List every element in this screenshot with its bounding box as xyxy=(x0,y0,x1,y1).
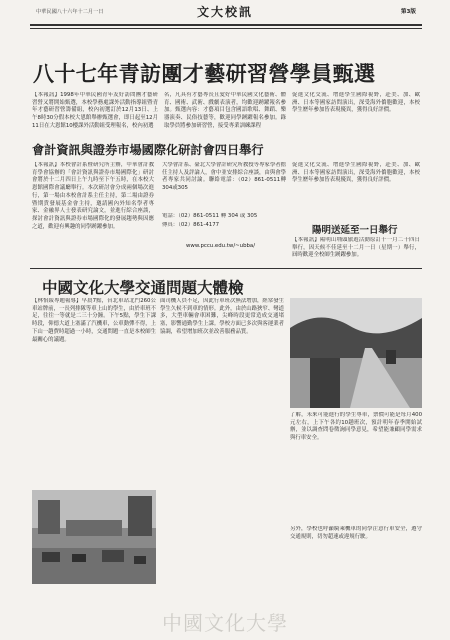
article4-col3b: 另外，學校也呼籲騎乘機車的同學注意行車安全，遵守交通規則，切勿超速或違規行駛。 xyxy=(290,526,422,540)
article4-col3: 了解，未來可能進行的學生專車，票價可能是每月400元左右，上下午各約10趟班次，預計明年春季開始試辦，並以調查問卷徵詢同學意見，希望能兼顧同學需求與行車安全。 xyxy=(290,412,422,442)
section-divider xyxy=(30,268,422,269)
masthead-title: 文大校訊 xyxy=(196,5,253,19)
article4-col1: 【林怡綾專題報導】早晨7點，台北車站北門260公車站牌前，一長列排隊等車上山的學生，由於車班不足，往往一等就是二三十分鐘。下午5點，學生下課時段，仰德大道上塞滿了汽機車，公車動彈不得，上下山一趟費時超過一小時，交通問題一直是本校師生最關心的議題。 xyxy=(32,298,156,343)
contact-fax: 傳真：（02）861-4177 xyxy=(162,222,220,228)
traffic-photo-left xyxy=(32,490,156,584)
article2-body: 【本報訊】本校會計系暨研究所主辦，中華會計教育學會協辦的「會計資訊與證券市場國際化」研討會將於十二月四日上午九時至下午五時，在本校大恩館國際會議廳舉行。本次研討會分成兩個場次進行，第一場由本校會計系主任主持，第二場由證券暨期貨發展基金會主持，邀請國內外知名學者專家、金融界人士發表研究論文，並進行綜合座談，探討會計資訊與證券市場國際化的發展趨勢與因應之道，歡迎有興趣的同學踴躍參加。 xyxy=(32,162,154,230)
article1-col2: 名，凡具有才藝專長且愛好中華民國文化藝術、體育、國術、武術、戲劇表演者，均歡迎踴躍報名參加。甄選內容：才藝項目包含國語歌唱、舞蹈、樂器演奏、民俗技藝等，歡迎同學踴躍報名參加。錄取學員將參加研習營，接受專業訓練課程 xyxy=(164,92,286,129)
issue-date: 中華民國八十六年十二月一日 xyxy=(36,9,104,15)
article2-headline: 會計資訊與證券市場國際化研討會四日舉行 xyxy=(32,143,264,157)
article2-col2: 大學會計系、臺北大學會計研究所教授等專家學者擔任主持人及評論人，會中並安排綜合座談，由與會學者專家共同討論。聯絡電話：（02）861-0511轉304或305 xyxy=(162,162,286,192)
header-rule xyxy=(30,24,422,26)
article1-col3: 促進文化交流、增進學生國際視野，赴美、加、歐洲、日本等國家訪問演出，深受海外僑胞歡迎，本校學生歷年參加皆表現優異，獲得良好評價。 xyxy=(292,92,420,114)
contact-phone: 電話：（02）861-0511 轉 304 或 305 xyxy=(162,213,258,219)
article4-col2: 面司機人員不足，因此行車班次無法增加，經常發生學生久候不到車的情形。此外，由於山路狹窄、彎道多，大型車輛會車困難，尖峰時段更常造成交通堵塞，影響通勤學生上課。學校方面已多次與客運業者協調，希望增加班次並改善服務品質。 xyxy=(160,298,284,335)
article1-col1: 【本報訊】1998年中華民國青年友好訪問團才藝研習營又將開始甄選，本校學務處課外活動指導組暨青年才藝研習營籌備組，校內初選訂於12月13日、上午8時30分假本校大恩館舉辦甄選會，即日起至12月11日在大恩館10樓課外活動組受理報名，校內初選 xyxy=(32,92,158,129)
article1-headline: 八十七年青訪團才藝研習營學員甄選 xyxy=(33,61,376,86)
contact-url[interactable]: www.pccu.edu.tw/~ubba/ xyxy=(186,243,256,249)
page-number: 第3版 xyxy=(400,9,416,15)
article3-headline: 陽明送延至一日舉行 xyxy=(312,225,398,236)
header-rule-thin xyxy=(30,28,422,29)
watermark-text: 中國文化大學 xyxy=(162,611,288,635)
article4-headline: 中國文化大學交通問題大體檢 xyxy=(42,278,244,297)
traffic-photo-right xyxy=(290,298,422,408)
article1-col3-cont: 促進文化交流、增進學生國際視野，赴美、加、歐洲、日本等國家訪問演出，深受海外僑胞歡迎，本校學生歷年參加皆表現優異，獲得良好評價。 xyxy=(292,162,420,184)
article3-body: 【本報訊】陽明山埔頭旅遊活動原訂十一月二十四日舉行，因天候不佳延至十二月一日（星期一）舉行，屆時歡迎全校師生踴躍參加。 xyxy=(292,237,420,259)
